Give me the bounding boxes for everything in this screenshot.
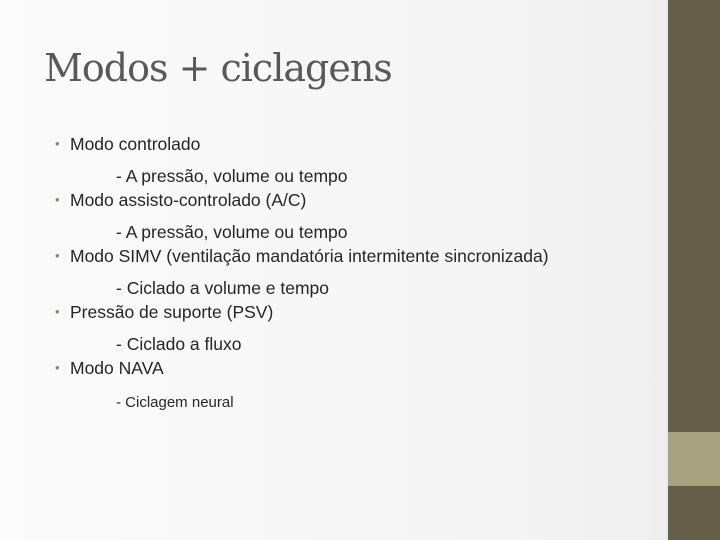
bullet-line: [55, 244, 655, 268]
item-sub-label: - A pressão, volume ou tempo: [116, 222, 348, 242]
bullet-line: [55, 188, 655, 212]
bullet-line: [55, 300, 655, 324]
item-label: Pressão de suporte (PSV): [70, 302, 274, 322]
item-label: Modo SIMV (ventilação mandatória intermitente sincronizada): [70, 246, 549, 266]
item-label: Modo assisto-controlado (A/C): [70, 190, 307, 210]
bullet-icon: •: [55, 192, 60, 207]
sidebar-accent-block: [668, 432, 720, 486]
item-sub-label: - Ciclado a volume e tempo: [116, 278, 330, 298]
item-label: Modo controlado: [70, 134, 201, 154]
item-label: Modo NAVA: [70, 358, 164, 378]
bullet-icon: •: [55, 360, 60, 375]
item-sub-label: - A pressão, volume ou tempo: [116, 166, 348, 186]
bullet-icon: •: [55, 136, 60, 151]
item-sub-label: - Ciclagem neural: [116, 394, 234, 411]
bullet-list: [55, 132, 655, 426]
bullet-line: [55, 356, 655, 380]
bullet-line: [55, 132, 655, 156]
bullet-icon: •: [55, 304, 60, 319]
item-sub-label: - Ciclado a fluxo: [116, 334, 242, 354]
bullet-icon: •: [55, 248, 60, 263]
theme-sidebar: [666, 0, 720, 540]
list-item: [55, 356, 655, 426]
slide-title: Modos + ciclagens: [44, 46, 392, 90]
